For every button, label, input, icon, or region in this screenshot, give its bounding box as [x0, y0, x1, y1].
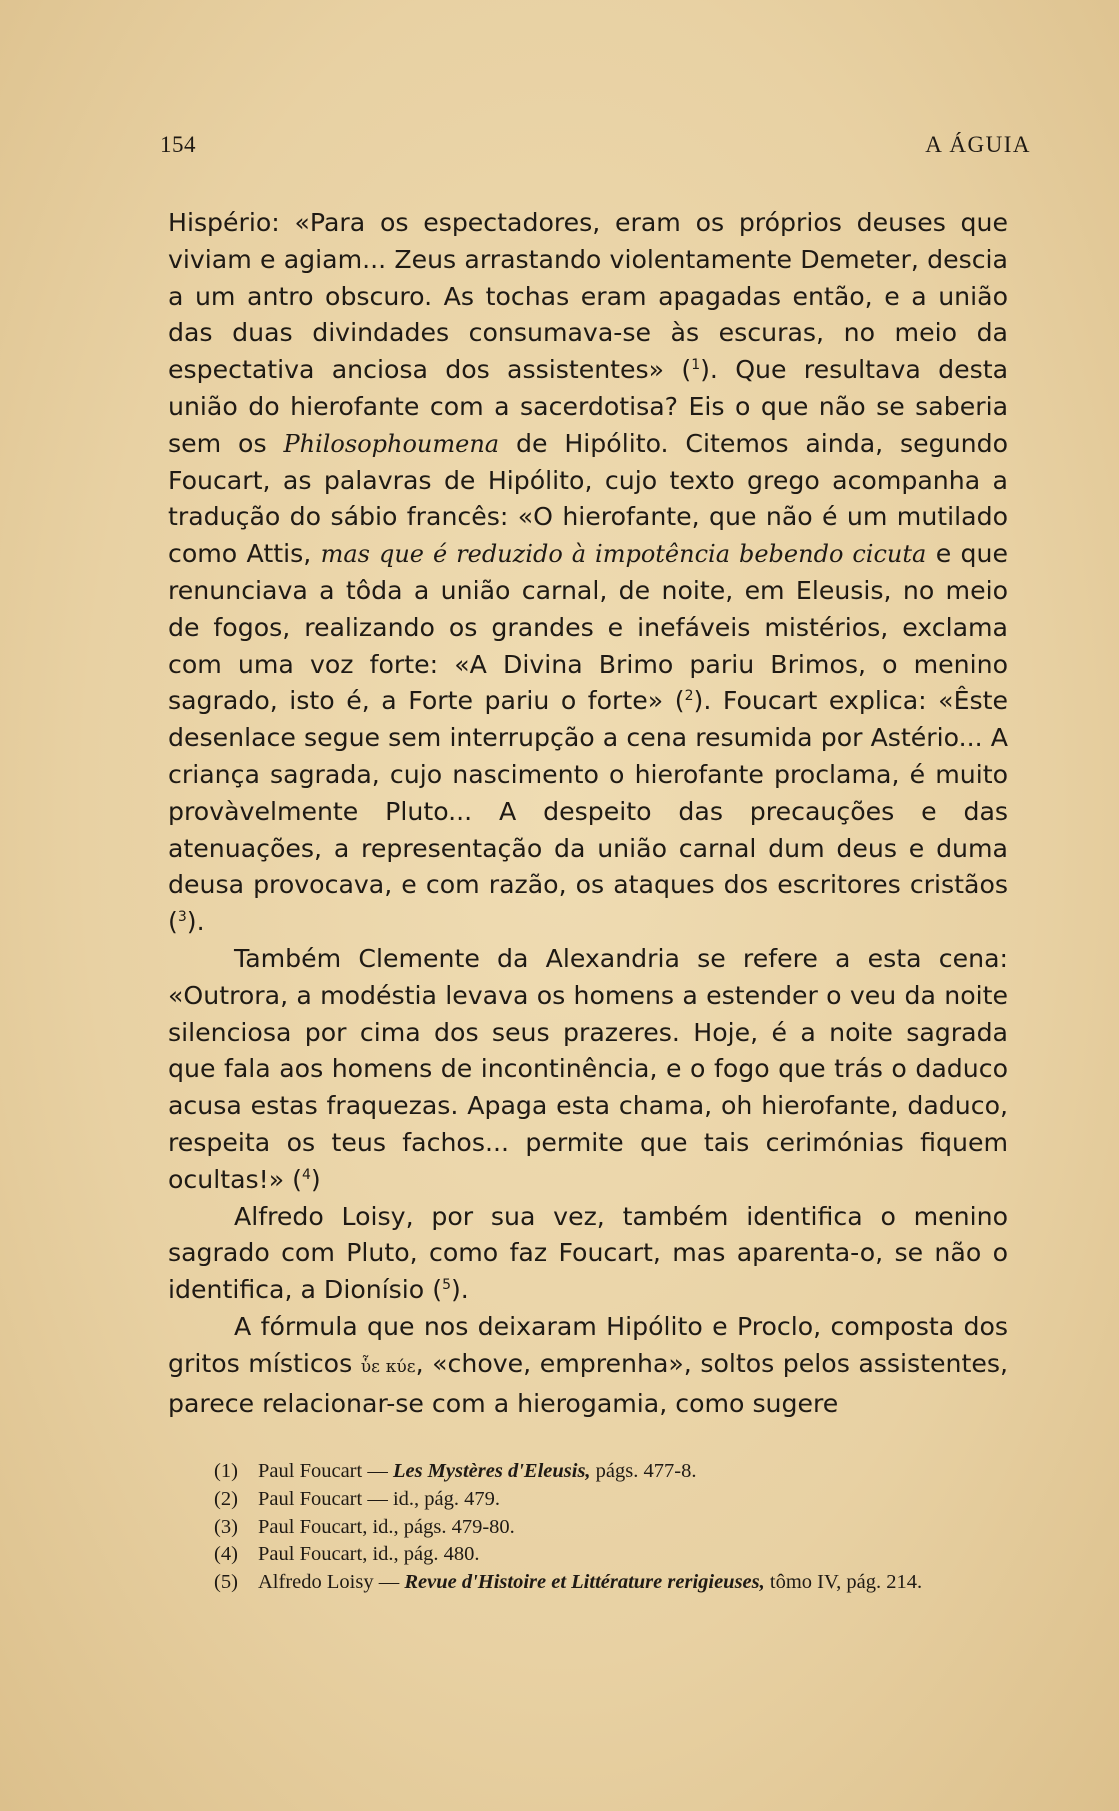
text-run: ). Foucart explica: «Êste desenlace segue sem interrupção a cena resumida por Astério... A criança sagrada, cujo nascimento o hierofante proclama, é muito provàvelmente Pluto... A despeito das precauções e das atenuações, a representação da união carnal dum deus e duma deusa provocava, e com razão, os ataques dos escritores cristãos ( — [168, 686, 1008, 937]
text-run: Paul Foucart, id., págs. 479-80. — [258, 1515, 515, 1538]
footnote-reference: 3 — [177, 909, 187, 926]
footnote-reference: 1 — [691, 357, 701, 374]
text-run: Paul Foucart — — [258, 1460, 393, 1482]
text-run: Alfredo Loisy — — [258, 1571, 405, 1594]
cited-title: Les Mystères d'Eleusis, — [392, 1460, 591, 1482]
text-run: Também Clemente da Alexandria se refere a esta cena: «Outrora, a modéstia levava os homens a estender o veu da noite silenciosa por cima dos seus prazeres. Hoje, é a noite sagrada que fala aos homens de incontinência, e o fogo que trás o daduco acusa estas fraquezas. Apaga esta chama, oh hierofante, daduco, respeita os teus fachos... permite que tais cerimónias fiquem ocultas!» ( — [168, 943, 1008, 1194]
footnote-mark: (5) — [214, 1571, 238, 1594]
text-run: Paul Foucart — id., pág. 479. — [258, 1487, 500, 1510]
italic-text: mas que é reduzido à impotência bebendo cicuta — [320, 540, 927, 569]
text-run: págs. 477-8. — [590, 1460, 697, 1482]
text-run: Paul Foucart, id., pág. 480. — [258, 1543, 480, 1566]
paragraph — [168, 205, 1008, 941]
paragraph — [168, 1199, 1008, 1309]
footnote — [157, 1514, 1007, 1542]
text-run: Alfredo Loisy, por sua vez, também identifica o menino sagrado com Pluto, como faz Foucart, mas aparenta-o, se não o identifica, a Dionísio ( — [168, 1201, 1008, 1305]
footnotes — [157, 1458, 1007, 1597]
footnote — [157, 1486, 1007, 1514]
page-number: 154 — [160, 132, 196, 157]
running-header — [160, 132, 1031, 166]
footnote-mark: (4) — [214, 1543, 238, 1566]
text-run: tômo IV, pág. 214. — [764, 1571, 923, 1594]
paragraph — [168, 941, 1008, 1199]
running-title: A ÁGUIA — [925, 132, 1031, 157]
footnote-mark: (1) — [214, 1460, 238, 1482]
text-run: ). Que resultava desta união do hierofante com a sacerdotisa? Eis o que não se saberia sem os — [168, 355, 1009, 458]
footnote — [157, 1458, 1007, 1486]
footnote-reference: 5 — [442, 1277, 451, 1294]
footnote-reference: 4 — [302, 1166, 311, 1183]
body-text — [168, 205, 1008, 1422]
text-run: Hispério: «Para os espectadores, eram os próprios deuses que viviam e agiam... Zeus arrastando violentamente Demeter, descia a um antro obscuro. As tochas eram apagadas então, e a união das duas divindades consumava-se às escuras, no meio da espectativa anciosa dos assistentes» ( — [168, 208, 1008, 385]
footnote — [157, 1569, 1007, 1597]
text-run: , «chove, emprenha», soltos pelos assistentes, parece relacionar-se com a hierogamia, como sugere — [168, 1348, 1008, 1418]
footnote — [157, 1541, 1007, 1569]
italic-text: Philosophoumena — [283, 429, 500, 458]
text-run: A fórmula que nos deixaram Hipólito e Proclo, composta dos gritos místicos — [168, 1311, 1008, 1378]
text-run: ) — [310, 1164, 321, 1194]
footnote-reference: 2 — [684, 688, 694, 705]
text-run: de Hipólito. Citemos ainda, segundo Foucart, as palavras de Hipólito, cujo texto grego acompanha a tradução do sábio francês: «O hierofante, que não é um mutilado como Attis, — [168, 428, 1008, 569]
text-run: ). — [186, 907, 205, 937]
paragraph — [168, 1309, 1008, 1422]
greek-text: ὗε κύε — [360, 1356, 416, 1377]
footnote-mark: (3) — [214, 1515, 238, 1538]
footnote-mark: (2) — [214, 1487, 238, 1510]
text-run: e que renunciava a tôda a união carnal, de noite, em Eleusis, no meio de fogos, realizando os grandes e inefáveis mistérios, exclama com uma voz forte: «A Divina Brimo pariu Brimos, o menino sagrado, isto é, a Forte pariu o forte» ( — [168, 539, 1008, 716]
text-run: ). — [450, 1275, 469, 1305]
cited-title: Revue d'Histoire et Littérature rerigieuses, — [404, 1571, 765, 1594]
